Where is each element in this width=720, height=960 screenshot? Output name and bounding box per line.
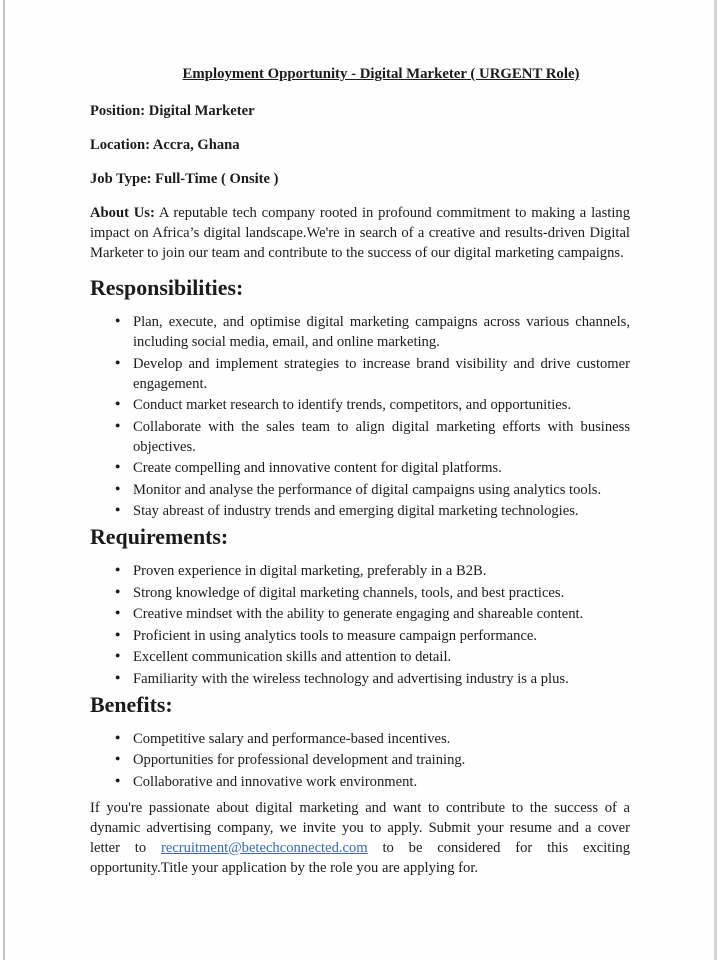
about-us-text: A reputable tech company rooted in profound commitment to making a lasting impact on Africa’s digital landscape.We're in search of a creative and results-driven Digital Marketer to join our team and contribute to the success of our digital marketing campaigns. [90,205,631,261]
list-item: ● Stay abreast of industry trends and emerging digital marketing technologies. [133,501,630,521]
location-value: Accra, Ghana [152,137,240,153]
list-item: ● Collaborate with the sales team to align digital marketing efforts with business objectives. [133,417,630,457]
position-line [90,101,630,121]
list-item: ● Competitive salary and performance-based incentives. [133,729,630,749]
job-type-label: Job Type: [90,171,152,187]
position-value: Digital Marketer [148,103,255,119]
location-label: Location: [90,137,150,153]
job-type-value: Full-Time ( Onsite ) [155,171,279,187]
requirements-heading: Requirements: [90,524,229,549]
closing-paragraph [90,798,630,878]
list-item: ● Monitor and analyse the performance of digital campaigns using analytics tools. [133,480,630,500]
page-title: Employment Opportunity - Digital Marketer ( URGENT Role) [182,66,580,82]
list-item: ● Plan, execute, and optimise digital marketing campaigns across various channels, including social media, email, and online marketing. [133,312,630,352]
job-type-line [90,169,630,189]
responsibilities-heading: Responsibilities: [90,275,244,300]
closing-text-before: If you're passionate about digital marketing and want to contribute to the success of a dynamic advertising company, we invite you to apply. Submit your resume and a cover letter to [90,799,630,856]
list-item: ● Creative mindset with the ability to generate engaging and shareable content. [133,604,630,624]
benefits-heading: Benefits: [90,691,173,717]
about-us-paragraph [90,203,630,263]
about-us-label: About Us: [90,205,155,221]
list-item: ● Familiarity with the wireless technology and advertising industry is a plus. [133,669,630,689]
list-item: ● Proven experience in digital marketing, preferably in a B2B. [133,561,630,581]
list-item: ● Collaborative and innovative work environment. [133,772,630,792]
list-item: ● Opportunities for professional development and training. [133,750,630,770]
email-link[interactable]: recruitment@betechconnected.com [160,839,368,856]
responsibilities-list [90,312,630,521]
location-line [90,135,630,155]
closing-text-after: to be considered for this exciting opportunity.Title your application by the role you are applying for. [90,839,630,876]
list-item: ● Develop and implement strategies to increase brand visibility and drive customer engagement. [133,354,630,394]
requirements-list [90,561,630,689]
list-item: ● Create compelling and innovative content for digital platforms. [133,458,630,478]
benefits-list [90,729,630,792]
list-item: ● Proficient in using analytics tools to measure campaign performance. [133,626,630,646]
position-label: Position: [90,103,146,119]
list-item: ● Conduct market research to identify trends, competitors, and opportunities. [133,395,630,415]
list-item: ● Excellent communication skills and attention to detail. [133,647,630,667]
list-item: ● Strong knowledge of digital marketing channels, tools, and best practices. [133,583,630,603]
